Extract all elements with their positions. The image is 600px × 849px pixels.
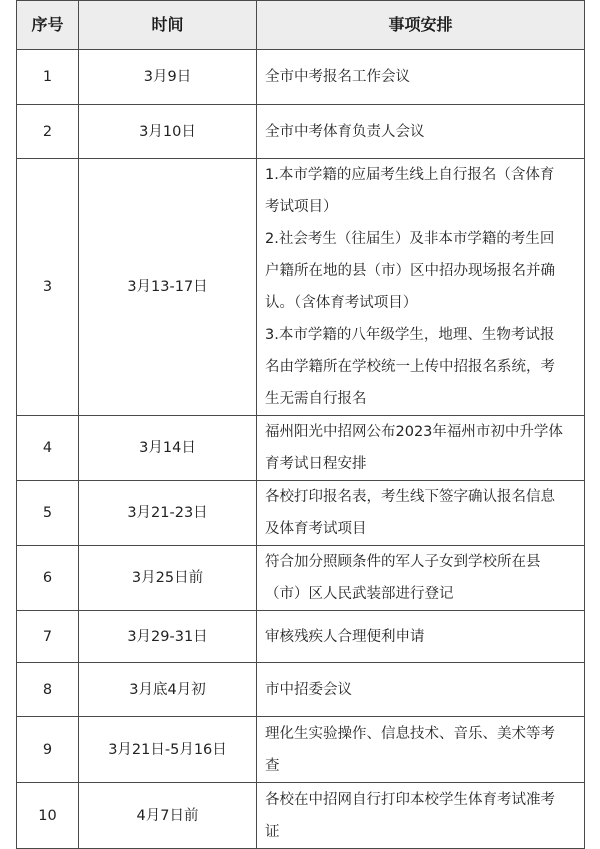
item-text-line: 全市中考报名工作会议 (265, 69, 410, 85)
row-index: 10 (17, 783, 79, 849)
table-row (17, 546, 585, 611)
item-text-line: 福州阳光中招网公布2023年福州市初中升学体 (265, 424, 563, 440)
row-index: 2 (17, 105, 79, 159)
item-text-line: 符合加分照顾条件的军人子女到学校所在县 (265, 554, 541, 570)
header-index: 序号 (17, 1, 79, 50)
table-row (17, 783, 585, 849)
item-text-line: 户籍所在地的县（市）区中招办现场报名并确 (265, 263, 555, 279)
schedule-table (16, 0, 585, 849)
row-time: 3月底4月初 (79, 663, 257, 717)
row-index: 4 (17, 416, 79, 481)
row-index: 1 (17, 50, 79, 105)
row-time: 3月29-31日 (79, 611, 257, 663)
item-text-line: 2.社会考生（往届生）及非本市学籍的考生回 (265, 231, 555, 247)
table-row (17, 663, 585, 717)
item-text-line: 及体育考试项目 (265, 521, 367, 537)
row-item (257, 546, 585, 611)
row-time: 3月25日前 (79, 546, 257, 611)
row-item (257, 105, 585, 159)
item-text-line: 各校在中招网自行打印本校学生体育考试准考 (265, 791, 555, 808)
row-item (257, 50, 585, 105)
item-text-line: 生无需自行报名 (265, 391, 367, 407)
row-item (257, 416, 585, 481)
row-time: 3月14日 (79, 416, 257, 481)
item-text-line: 育考试日程安排 (265, 456, 367, 472)
row-time: 3月13-17日 (79, 159, 257, 416)
row-item (257, 717, 585, 783)
row-item (257, 481, 585, 546)
table-row (17, 159, 585, 416)
row-item (257, 663, 585, 717)
item-text-line: 考试项目） (265, 199, 338, 215)
item-text-line: 1.本市学籍的应届考生线上自行报名（含体育 (265, 167, 555, 183)
item-text-line: （市）区人民武装部进行登记 (265, 586, 454, 602)
row-index: 6 (17, 546, 79, 611)
table-row (17, 611, 585, 663)
item-text-line: 名由学籍所在学校统一上传中招报名系统，考 (265, 359, 555, 375)
item-text-line: 审核残疾人合理便利申请 (265, 628, 425, 645)
table-row (17, 105, 585, 159)
row-time: 3月21日-5月16日 (79, 717, 257, 783)
row-index: 3 (17, 159, 79, 416)
table-row (17, 416, 585, 481)
item-text-line: 证 (265, 823, 280, 840)
row-item (257, 159, 585, 416)
item-text-line: 认。（含体育考试项目） (265, 295, 418, 311)
item-text-line: 查 (265, 757, 280, 774)
table-body (17, 50, 585, 849)
item-text-line: 各校打印报名表，考生线下签字确认报名信息 (265, 489, 555, 505)
row-item (257, 611, 585, 663)
table-row (17, 717, 585, 783)
item-text-line: 3.本市学籍的八年级学生，地理、生物考试报 (265, 327, 555, 343)
row-index: 5 (17, 481, 79, 546)
header-item: 事项安排 (257, 1, 585, 50)
row-item (257, 783, 585, 849)
row-time: 3月9日 (79, 50, 257, 105)
item-text-line: 理化生实验操作、信息技术、音乐、美术等考 (265, 725, 555, 742)
row-time: 3月10日 (79, 105, 257, 159)
table-row (17, 50, 585, 105)
row-index: 7 (17, 611, 79, 663)
table-row (17, 481, 585, 546)
item-text-line: 市中招委会议 (265, 681, 352, 698)
row-time: 3月21-23日 (79, 481, 257, 546)
row-index: 8 (17, 663, 79, 717)
row-index: 9 (17, 717, 79, 783)
row-time: 4月7日前 (79, 783, 257, 849)
item-text-line: 全市中考体育负责人会议 (265, 123, 425, 140)
table-header-row (17, 1, 585, 50)
header-time: 时间 (79, 1, 257, 50)
